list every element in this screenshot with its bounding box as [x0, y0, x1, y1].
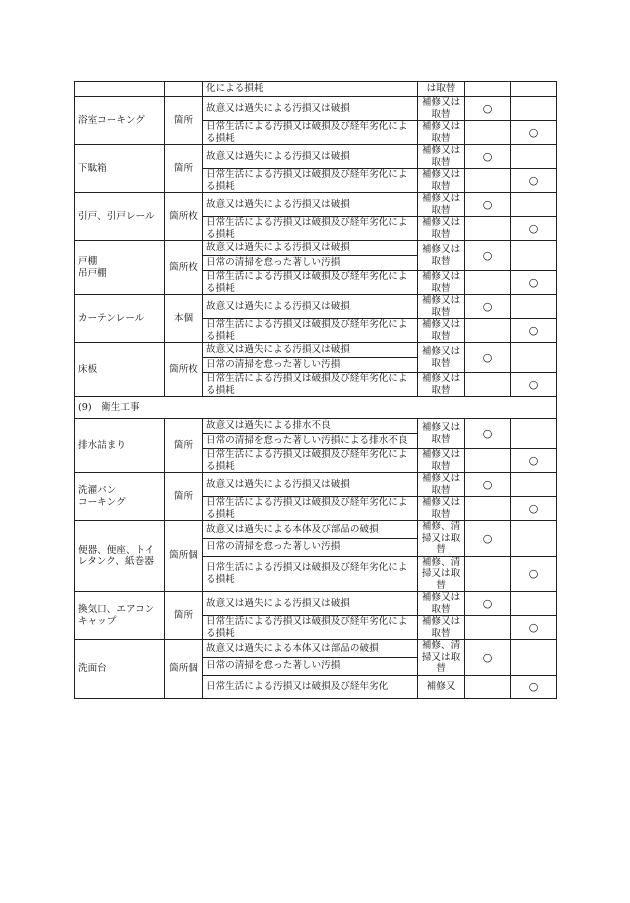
condition-cell: 日常の清掃を怠った著しい汚損	[203, 358, 418, 373]
item-cell: カーテンレール	[75, 295, 165, 343]
condition-cell: 日常生活による汚損又は破損及び経年劣化による損耗	[203, 121, 418, 145]
item-cell: 戸棚 吊戸棚	[75, 241, 165, 295]
condition-cell: 日常生活による汚損又は破損及び経年劣化	[203, 675, 418, 698]
tenant-mark	[465, 373, 511, 397]
item-cell: 引戸、引戸レール	[75, 193, 165, 241]
item-cell: 洗面台	[75, 640, 165, 699]
condition-cell: 日常生活による汚損又は破損及び経年劣化による損耗	[203, 271, 418, 295]
item-cell: 排水詰まり	[75, 419, 165, 473]
unit-cell: 本個	[165, 295, 203, 343]
table-row	[75, 592, 557, 616]
condition-cell: 日常の清掃を怠った著しい汚損	[203, 538, 418, 556]
condition-cell: 故意又は過失による汚損又は破損	[203, 473, 418, 497]
repair-cell: 補修、清掃又は取替	[418, 640, 465, 676]
unit-cell: 箇所枚	[165, 343, 203, 397]
landlord-mark	[511, 295, 557, 319]
tenant-mark	[465, 121, 511, 145]
landlord-mark	[511, 343, 557, 373]
unit-cell: 箇所個	[165, 640, 203, 699]
unit-cell: 箇所	[165, 145, 203, 193]
landlord-mark: ○	[511, 616, 557, 640]
condition-cell: 故意又は過失による排水不良	[203, 419, 418, 434]
condition-cell: 日常生活による汚損又は破損及び経年劣化による損耗	[203, 217, 418, 241]
landlord-mark: ○	[511, 556, 557, 592]
table-row	[75, 521, 557, 539]
landlord-mark: ○	[511, 271, 557, 295]
tenant-mark	[465, 217, 511, 241]
tenant-mark: ○	[465, 640, 511, 676]
tenant-mark: ○	[465, 419, 511, 449]
repair-cell: 補修又は取替	[418, 217, 465, 241]
repair-cell: 補修又は取替	[418, 145, 465, 169]
unit-cell: 箇所	[165, 473, 203, 521]
condition-cell: 故意又は過失による汚損又は破損	[203, 241, 418, 256]
table-row	[75, 241, 557, 256]
landlord-mark	[511, 419, 557, 449]
table-row	[75, 145, 557, 169]
tenant-mark: ○	[465, 193, 511, 217]
item-cell: 床板	[75, 343, 165, 397]
tenant-mark	[465, 169, 511, 193]
tenant-mark	[465, 449, 511, 473]
condition-cell: 日常の清掃を怠った著しい汚損	[203, 657, 418, 675]
landlord-cell	[511, 82, 557, 97]
landlord-mark: ○	[511, 675, 557, 698]
repair-cell: 補修又は取替	[418, 121, 465, 145]
table-row	[75, 193, 557, 217]
tenant-mark: ○	[465, 241, 511, 271]
landlord-mark: ○	[511, 497, 557, 521]
unit-cell: 箇所枚	[165, 241, 203, 295]
landlord-mark: ○	[511, 373, 557, 397]
tenant-mark	[465, 497, 511, 521]
condition-cell: 故意又は過失による汚損又は破損	[203, 145, 418, 169]
tenant-mark	[465, 271, 511, 295]
tenant-mark	[465, 556, 511, 592]
repair-cell: 補修、清掃又は取替	[418, 521, 465, 557]
landlord-mark: ○	[511, 449, 557, 473]
landlord-mark	[511, 97, 557, 121]
condition-cell: 故意又は過失による汚損又は破損	[203, 295, 418, 319]
repair-cell: 補修又は取替	[418, 241, 465, 271]
tenant-mark: ○	[465, 343, 511, 373]
repair-cell: 補修又	[418, 675, 465, 698]
repair-cell: 補修又は取替	[418, 449, 465, 473]
condition-cell: 日常生活による汚損又は破損及び経年劣化による損耗	[203, 373, 418, 397]
damage-responsibility-table	[74, 81, 557, 699]
repair-cell: 補修又は取替	[418, 473, 465, 497]
unit-cell: 箇所	[165, 97, 203, 145]
landlord-mark	[511, 521, 557, 557]
item-cell: 洗濯パン コーキング	[75, 473, 165, 521]
repair-cell: 補修又は取替	[418, 295, 465, 319]
landlord-mark	[511, 193, 557, 217]
tenant-mark	[465, 319, 511, 343]
tenant-mark: ○	[465, 592, 511, 616]
repair-cell: 補修又は取替	[418, 169, 465, 193]
condition-cell: 日常生活による汚損又は破損及び経年劣化による損耗	[203, 497, 418, 521]
item-cell: 下駄箱	[75, 145, 165, 193]
condition-cell: 日常生活による汚損又は破損及び経年劣化による損耗	[203, 556, 418, 592]
condition-cell: 日常生活による汚損又は破損及び経年劣化による損耗	[203, 169, 418, 193]
condition-cell: 日常生活による汚損又は破損及び経年劣化による損耗	[203, 616, 418, 640]
unit-cell: 箇所個	[165, 521, 203, 592]
tenant-mark	[465, 675, 511, 698]
item-cell: 便器、便座、トイレタンク、紙巻器	[75, 521, 165, 592]
repair-cell: 補修又は取替	[418, 271, 465, 295]
item-cell: 換気口、エアコンキャップ	[75, 592, 165, 640]
condition-cell: 故意又は過失による汚損又は破損	[203, 193, 418, 217]
landlord-mark	[511, 241, 557, 271]
tenant-cell	[465, 82, 511, 97]
repair-cell: は取替	[418, 82, 465, 97]
repair-cell: 補修又は取替	[418, 319, 465, 343]
landlord-mark	[511, 640, 557, 676]
table-row	[75, 343, 557, 358]
repair-cell: 補修又は取替	[418, 592, 465, 616]
repair-cell: 補修又は取替	[418, 419, 465, 449]
repair-cell: 補修又は取替	[418, 193, 465, 217]
condition-cell: 故意又は過失による汚損又は破損	[203, 343, 418, 358]
repair-cell: 補修又は取替	[418, 97, 465, 121]
item-cell	[75, 82, 165, 97]
table-row	[75, 295, 557, 319]
condition-cell: 日常の清掃を怠った著しい汚損	[203, 256, 418, 271]
tenant-mark: ○	[465, 295, 511, 319]
condition-cell: 日常の清掃を怠った著しい汚損による排水不良	[203, 434, 418, 449]
condition-cell: 化による損耗	[203, 82, 418, 97]
item-cell: 浴室コーキング	[75, 97, 165, 145]
unit-cell: 箇所枚	[165, 193, 203, 241]
unit-cell: 箇所	[165, 419, 203, 473]
table-row	[75, 97, 557, 121]
unit-cell	[165, 82, 203, 97]
section-heading-row	[75, 397, 557, 419]
tenant-mark: ○	[465, 145, 511, 169]
repair-cell: 補修又は取替	[418, 373, 465, 397]
table-row	[75, 419, 557, 434]
tenant-mark: ○	[465, 521, 511, 557]
landlord-mark: ○	[511, 217, 557, 241]
condition-cell: 故意又は過失による本体及び部品の破損	[203, 521, 418, 539]
unit-cell: 箇所	[165, 592, 203, 640]
condition-cell: 日常生活による汚損又は破損及び経年劣化による損耗	[203, 449, 418, 473]
repair-cell: 補修又は取替	[418, 343, 465, 373]
landlord-mark: ○	[511, 319, 557, 343]
condition-cell: 故意又は過失による汚損又は破損	[203, 592, 418, 616]
landlord-mark: ○	[511, 169, 557, 193]
repair-cell: 補修又は取替	[418, 497, 465, 521]
table-row	[75, 473, 557, 497]
table-row	[75, 82, 557, 97]
landlord-mark	[511, 473, 557, 497]
table-row	[75, 640, 557, 658]
repair-cell: 補修、清掃又は取替	[418, 556, 465, 592]
landlord-mark	[511, 145, 557, 169]
section-heading: (9) 衛生工事	[75, 397, 557, 419]
landlord-mark: ○	[511, 121, 557, 145]
condition-cell: 日常生活による汚損又は破損及び経年劣化による損耗	[203, 319, 418, 343]
landlord-mark	[511, 592, 557, 616]
tenant-mark: ○	[465, 97, 511, 121]
condition-cell: 故意又は過失による本体又は部品の破損	[203, 640, 418, 658]
tenant-mark: ○	[465, 473, 511, 497]
tenant-mark	[465, 616, 511, 640]
repair-cell: 補修又は取替	[418, 616, 465, 640]
condition-cell: 故意又は過失による汚損又は破損	[203, 97, 418, 121]
